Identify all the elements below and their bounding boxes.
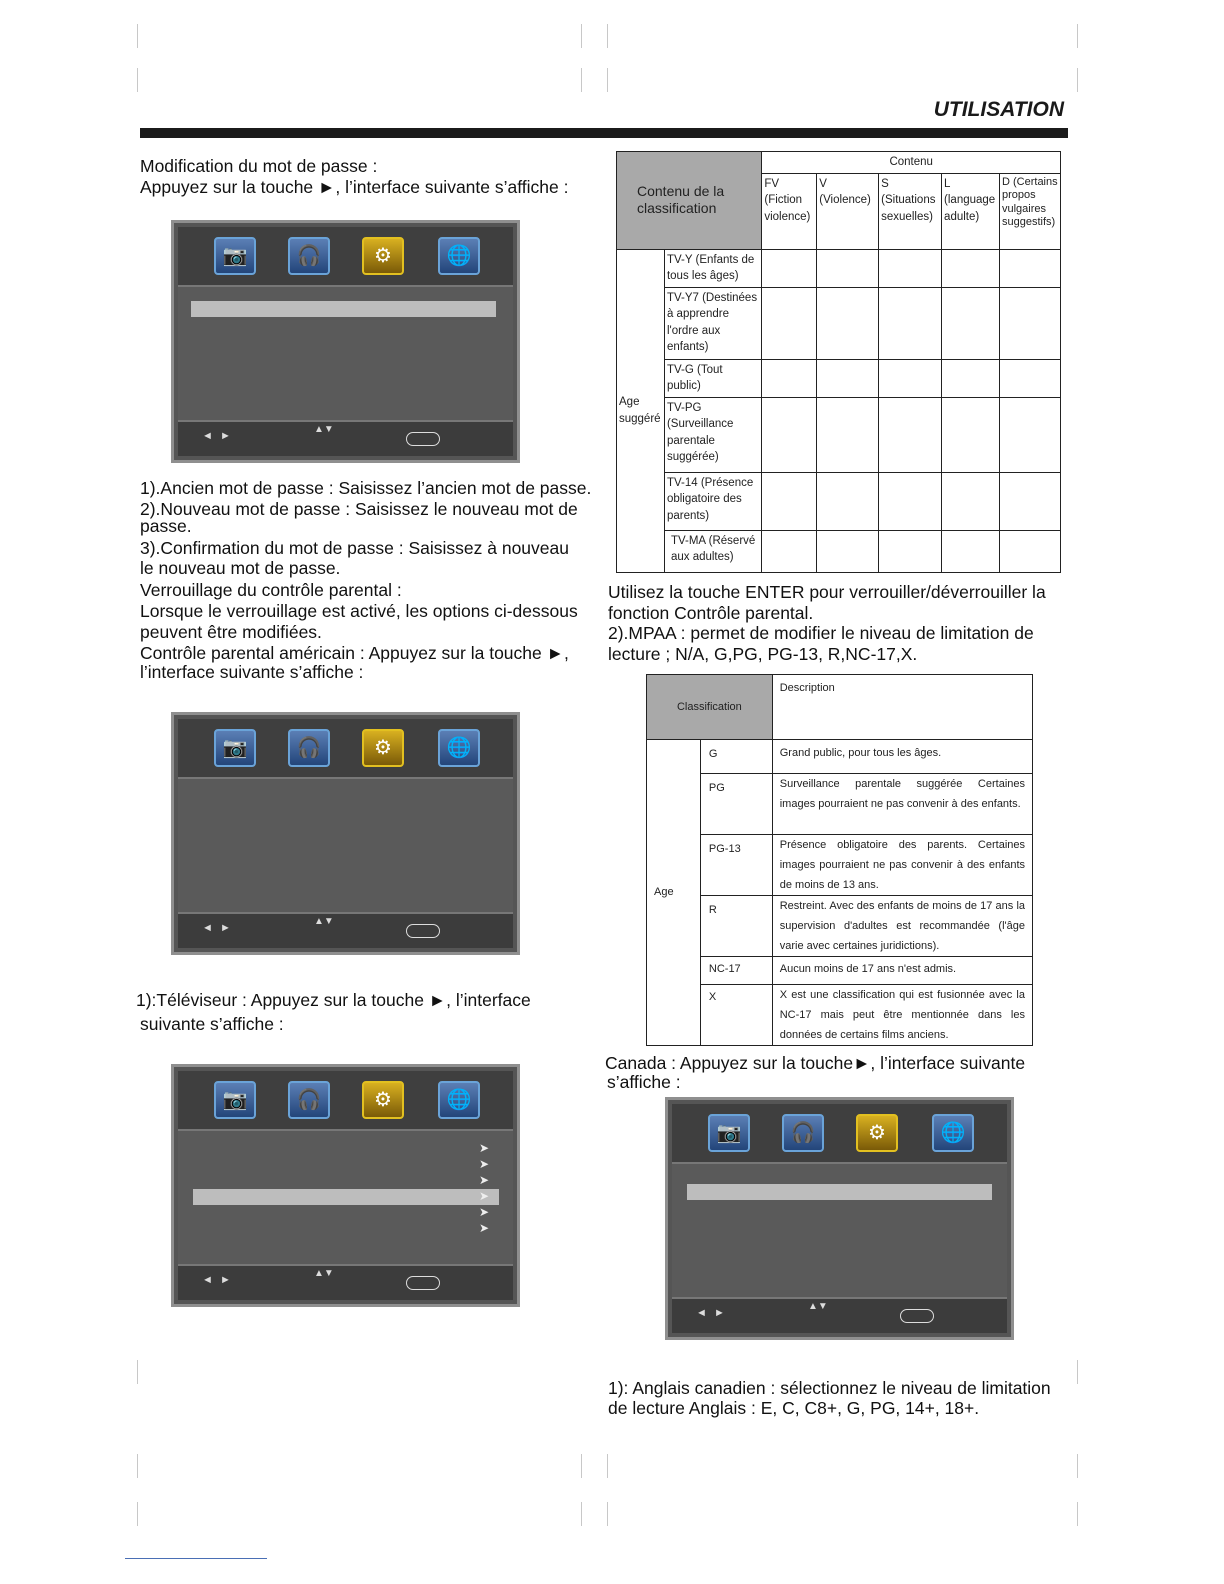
age-label: Age (647, 740, 701, 1046)
english-canada-step: 1): Anglais canadien : sélectionnez le niveau de limitation (608, 1378, 1051, 1398)
canada-menu (665, 1097, 1014, 1340)
camera-icon[interactable]: 📷 (214, 1081, 256, 1119)
english-canada-step-cont: de lecture Anglais : E, C, C8+, G, PG, 14+, 18+. (608, 1398, 980, 1418)
us-control-menu (171, 712, 520, 955)
password-title: Modification du mot de passe : (140, 156, 378, 176)
headphones-icon[interactable]: 🎧 (288, 1081, 330, 1119)
step-new-password: 2).Nouveau mot de passe : Saisissez le nouveau mot de (140, 499, 578, 519)
section-title: UTILISATION (933, 98, 1064, 121)
us-control-desc-cont: l’interface suivante s’affiche : (140, 662, 364, 682)
content-header: Contenu (762, 152, 1061, 174)
step-confirm-password: 3).Confirmation du mot de passe : Saisissez à nouveau (140, 538, 569, 558)
ok-button-icon (900, 1309, 934, 1323)
globe-icon[interactable]: 🌐 (932, 1114, 974, 1152)
mpaa-description: Surveillance parentale suggérée Certaines images pourraient ne pas convenir à des enfants. (772, 774, 1032, 835)
description-header: Description (772, 675, 1032, 740)
tv-step: 1):Téléviseur : Appuyez sur la touche ►, l’interface (136, 990, 531, 1010)
rating-row: TV-MA (Réservé aux adultes) (664, 530, 761, 572)
globe-icon[interactable]: 🌐 (438, 237, 480, 275)
mpaa-code: NC-17 (700, 957, 772, 985)
camera-icon[interactable]: 📷 (708, 1114, 750, 1152)
gear-icon[interactable]: ⚙ (362, 1081, 404, 1119)
us-control-desc: Contrôle parental américain : Appuyez sur la touche ►, (140, 643, 569, 663)
column-header: FV (Fiction violence) (762, 173, 817, 249)
mpaa-description: Aucun moins de 17 ans n'est admis. (772, 957, 1032, 985)
submenu-arrow-icon[interactable]: ➤ (478, 1173, 489, 1187)
globe-icon[interactable]: 🌐 (438, 729, 480, 767)
column-header: L (language adulte) (942, 173, 1000, 249)
lock-title: Verrouillage du contrôle parental : (140, 580, 402, 600)
step-confirm-password-cont: le nouveau mot de passe. (140, 558, 341, 578)
mpaa-description: Restreint. Avec des enfants de moins de 17 ans la supervision d'adultes est recommandée (l'âge varie avec certaines juridictions). (772, 896, 1032, 957)
selected-row[interactable] (193, 1189, 499, 1205)
submenu-arrow-icon[interactable]: ➤ (478, 1221, 489, 1235)
mpaa-code: G (700, 740, 772, 774)
mpaa-code: R (700, 896, 772, 957)
column-header: S (Situations sexuelles) (879, 173, 942, 249)
headphones-icon[interactable]: 🎧 (288, 237, 330, 275)
classification-header: Classification (647, 675, 773, 740)
tv-rating-table (616, 151, 1061, 573)
up-down-icon: ▲▼ (808, 1301, 828, 1312)
mpaa-code: X (700, 985, 772, 1046)
up-down-icon: ▲▼ (314, 424, 334, 435)
mpaa-description: Présence obligatoire des parents. Certaines images pourraient ne pas convenir à des enfants de moins de 13 ans. (772, 835, 1032, 896)
left-right-icon: ◄ ► (696, 1307, 727, 1319)
left-right-icon: ◄ ► (202, 430, 233, 442)
ok-button-icon (406, 432, 440, 446)
up-down-icon: ▲▼ (314, 916, 334, 927)
column-header: V (Violence) (817, 173, 879, 249)
rating-row: TV-Y7 (Destinées à apprendre l'ordre aux enfants) (664, 287, 761, 359)
camera-icon[interactable]: 📷 (214, 729, 256, 767)
rating-row: TV-PG (Surveillance parentale suggérée) (664, 397, 761, 472)
up-down-icon: ▲▼ (314, 1268, 334, 1279)
password-instruction: Appuyez sur la touche ►, l’interface suivante s’affiche : (140, 177, 569, 197)
submenu-arrow-icon[interactable]: ➤ (478, 1205, 489, 1219)
mpaa-desc: 2).MPAA : permet de modifier le niveau de limitation de (608, 623, 1034, 643)
globe-icon[interactable]: 🌐 (438, 1081, 480, 1119)
rating-row: TV-G (Tout public) (664, 359, 761, 397)
step-new-password-cont: passe. (140, 516, 192, 536)
gear-icon[interactable]: ⚙ (362, 237, 404, 275)
rating-row: TV-14 (Présence obligatoire des parents) (664, 472, 761, 530)
header-rule (140, 128, 1068, 138)
left-right-icon: ◄ ► (202, 1274, 233, 1286)
enter-instruction-cont: fonction Contrôle parental. (608, 603, 814, 623)
canada-instruction-cont: s’affiche : (607, 1072, 681, 1092)
canada-instruction: Canada : Appuyez sur la touche►, l’interface suivante (605, 1053, 1026, 1073)
lock-desc-cont: peuvent être modifiées. (140, 622, 322, 642)
headphones-icon[interactable]: 🎧 (288, 729, 330, 767)
classification-header: Contenu de la classification (617, 152, 762, 250)
ok-button-icon (406, 924, 440, 938)
left-right-icon: ◄ ► (202, 922, 233, 934)
mpaa-description: Grand public, pour tous les âges. (772, 740, 1032, 774)
submenu-arrow-icon[interactable]: ➤ (478, 1157, 489, 1171)
age-label: Age suggéré (617, 249, 665, 572)
mpaa-description: X est une classification qui est fusionnée avec la NC-17 mais peut être mentionnée dans les données de certains films anciens. (772, 985, 1032, 1046)
headphones-icon[interactable]: 🎧 (782, 1114, 824, 1152)
rating-row: TV-Y (Enfants de tous les âges) (664, 249, 761, 287)
ok-button-icon (406, 1276, 440, 1290)
gear-icon[interactable]: ⚙ (856, 1114, 898, 1152)
step-old-password: 1).Ancien mot de passe : Saisissez l’ancien mot de passe. (140, 478, 592, 498)
submenu-arrow-icon[interactable]: ➤ (478, 1141, 489, 1155)
lock-desc: Lorsque le verrouillage est activé, les options ci-dessous (140, 601, 578, 621)
column-header: D (Certains propos vulgaires suggestifs) (1000, 173, 1061, 249)
camera-icon[interactable]: 📷 (214, 237, 256, 275)
selected-row[interactable] (191, 301, 496, 317)
mpaa-code: PG-13 (700, 835, 772, 896)
submenu-arrow-icon[interactable]: ➤ (478, 1189, 489, 1203)
tv-rating-menu (171, 1064, 520, 1307)
mpaa-code: PG (700, 774, 772, 835)
password-menu (171, 220, 520, 463)
gear-icon[interactable]: ⚙ (362, 729, 404, 767)
tv-step-cont: suivante s’affiche : (140, 1014, 284, 1034)
selected-row[interactable] (687, 1184, 992, 1200)
mpaa-desc-cont: lecture ; N/A, G,PG, PG-13, R,NC-17,X. (608, 644, 918, 664)
enter-instruction: Utilisez la touche ENTER pour verrouiller/déverrouiller la (608, 582, 1046, 602)
mpaa-table (646, 674, 1033, 1046)
footer-line (125, 1558, 267, 1559)
